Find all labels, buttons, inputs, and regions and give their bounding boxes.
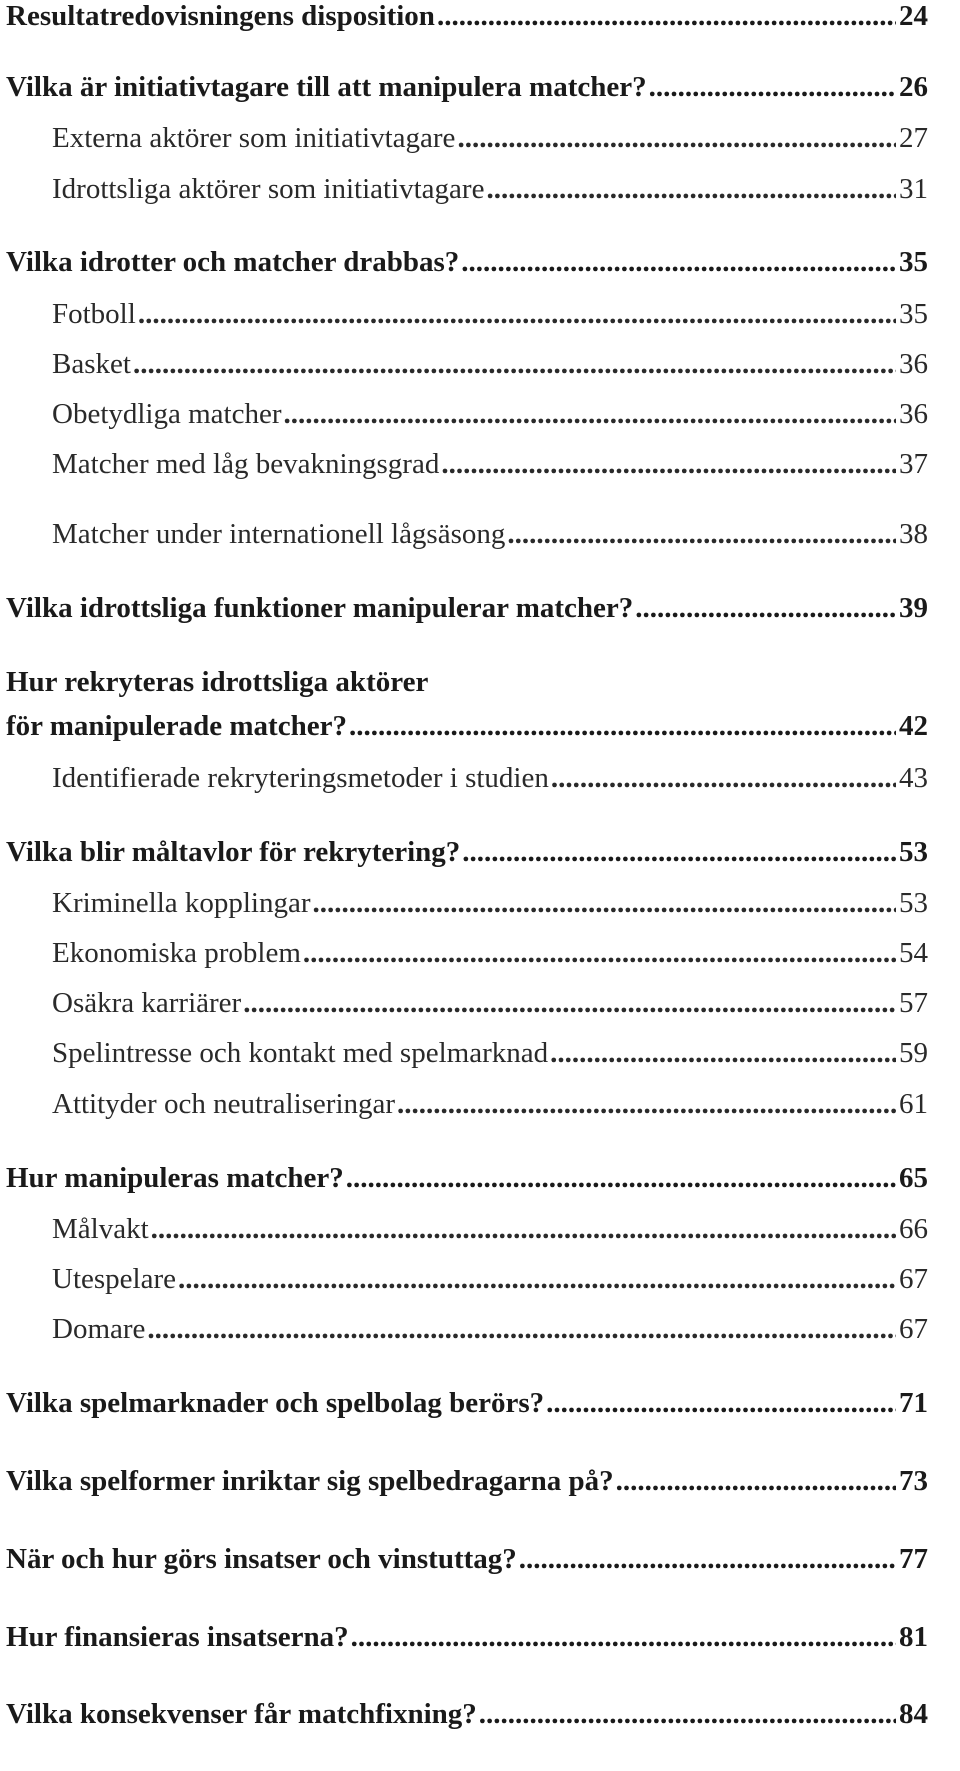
toc-entry-title: Vilka idrotter och matcher drabbas? (6, 246, 460, 278)
toc-subentry[interactable] (6, 450, 928, 479)
toc-subentry[interactable] (6, 1265, 928, 1294)
toc-entry-title: Ekonomiska problem (52, 937, 301, 969)
toc-subentry[interactable] (6, 300, 928, 329)
toc-entry-title: Basket (52, 348, 131, 380)
toc-dot-leader (147, 1315, 896, 1344)
toc-entry-title: Vilka spelmarknader och spelbolag berörs? (6, 1387, 545, 1419)
toc-dot-leader (351, 1623, 896, 1652)
toc-entry-page: 24 (899, 0, 928, 32)
toc-entry[interactable] (6, 1164, 928, 1193)
toc-entry-title-line1: Hur rekryteras idrottsliga aktörer (6, 666, 429, 698)
toc-dot-leader (507, 520, 896, 549)
toc-subentry[interactable] (6, 175, 928, 204)
toc-entry-page: 65 (899, 1162, 928, 1194)
toc-subentry[interactable] (6, 939, 928, 968)
toc-dot-leader (151, 1215, 896, 1244)
toc-dot-leader (313, 889, 896, 918)
toc-entry-page: 59 (899, 1037, 928, 1069)
toc-entry-page: 27 (899, 122, 928, 154)
toc-dot-leader (138, 300, 896, 329)
toc-entry-title: Vilka spelformer inriktar sig spelbedragarna på? (6, 1465, 614, 1497)
toc-entry-page: 54 (899, 937, 928, 969)
toc-entry-title: Resultatredovisningens disposition (6, 0, 435, 32)
toc-dot-leader (519, 1545, 896, 1574)
toc-entry-title: Matcher med låg bevakningsgrad (52, 448, 440, 480)
toc-entry-page: 73 (899, 1465, 928, 1497)
toc-dot-leader (437, 2, 896, 31)
toc-subentry[interactable] (6, 1215, 928, 1244)
toc-subentry[interactable] (6, 764, 928, 793)
toc-entry-title: Kriminella kopplingar (52, 887, 311, 919)
toc-entry-title: Vilka konsekvenser får matchfixning? (6, 1698, 477, 1730)
toc-subentry[interactable] (6, 400, 928, 429)
toc-subentry[interactable] (6, 350, 928, 379)
toc-entry-title: Vilka blir måltavlor för rekrytering? (6, 836, 461, 868)
toc-entry-page: 38 (899, 518, 928, 550)
toc-entry-title: När och hur görs insatser och vinstuttag? (6, 1543, 517, 1575)
toc-dot-leader (349, 712, 896, 741)
toc-entry-page: 81 (899, 1621, 928, 1653)
toc-dot-leader (397, 1090, 896, 1119)
toc-entry-title: Obetydliga matcher (52, 398, 282, 430)
toc-entry[interactable] (6, 838, 928, 867)
toc-dot-leader (346, 1164, 896, 1193)
toc-entry[interactable] (6, 594, 928, 623)
toc-entry[interactable] (6, 248, 928, 277)
toc-entry-page: 35 (899, 246, 928, 278)
toc-entry-title: Fotboll (52, 298, 136, 330)
toc-entry-title: Vilka är initiativtagare till att manipulera matcher? (6, 71, 647, 103)
toc-entry-page: 53 (899, 836, 928, 868)
toc-entry[interactable] (6, 1623, 928, 1652)
toc-entry-page: 57 (899, 987, 928, 1019)
toc-entry-page: 36 (899, 348, 928, 380)
toc-entry-page: 39 (899, 592, 928, 624)
toc-entry[interactable] (6, 712, 928, 741)
toc-dot-leader (546, 1389, 896, 1418)
toc-entry[interactable] (6, 1545, 928, 1574)
toc-entry[interactable] (6, 1389, 928, 1418)
toc-entry[interactable] (6, 2, 928, 31)
toc-entry-title: Idrottsliga aktörer som initiativtagare (52, 173, 485, 205)
toc-entry-title: Vilka idrottsliga funktioner manipulerar matcher? (6, 592, 634, 624)
toc-entry-title: Attityder och neutraliseringar (52, 1088, 396, 1120)
toc-entry-page: 43 (899, 762, 928, 794)
toc-entry-title: Utespelare (52, 1263, 176, 1295)
toc-entry-title: Målvakt (52, 1213, 149, 1245)
toc-entry-title: Domare (52, 1313, 146, 1345)
toc-dot-leader (479, 1700, 896, 1729)
toc-dot-leader (550, 1039, 896, 1068)
toc-entry-page: 35 (899, 298, 928, 330)
toc-entry-page: 67 (899, 1313, 928, 1345)
toc-entry-first-line[interactable] (6, 668, 928, 697)
toc-entry[interactable] (6, 73, 928, 102)
toc-entry-title: Hur finansieras insatserna? (6, 1621, 349, 1653)
toc-subentry[interactable] (6, 124, 928, 153)
toc-dot-leader (486, 175, 896, 204)
toc-entry[interactable] (6, 1700, 928, 1729)
toc-dot-leader (616, 1467, 896, 1496)
toc-subentry[interactable] (6, 1039, 928, 1068)
toc-dot-leader (441, 450, 896, 479)
toc-dot-leader (133, 350, 896, 379)
table-of-contents (6, 0, 928, 1771)
toc-dot-leader (303, 939, 896, 968)
toc-dot-leader (284, 400, 897, 429)
toc-dot-leader (551, 764, 896, 793)
toc-entry-page: 61 (899, 1088, 928, 1120)
toc-entry-page: 42 (899, 710, 928, 742)
toc-entry-title: för manipulerade matcher? (6, 710, 347, 742)
toc-subentry[interactable] (6, 520, 928, 549)
toc-subentry[interactable] (6, 1315, 928, 1344)
toc-entry-page: 66 (899, 1213, 928, 1245)
toc-dot-leader (243, 989, 896, 1018)
toc-entry-title: Osäkra karriärer (52, 987, 242, 1019)
toc-subentry[interactable] (6, 989, 928, 1018)
toc-dot-leader (461, 248, 896, 277)
toc-entry-page: 67 (899, 1263, 928, 1295)
toc-entry-title: Matcher under internationell lågsäsong (52, 518, 506, 550)
toc-dot-leader (178, 1265, 896, 1294)
toc-entry-page: 37 (899, 448, 928, 480)
toc-dot-leader (635, 594, 896, 623)
toc-entry-title: Identifierade rekryteringsmetoder i studien (52, 762, 549, 794)
toc-dot-leader (457, 124, 896, 153)
toc-dot-leader (649, 73, 896, 102)
toc-entry-page: 84 (899, 1698, 928, 1730)
toc-entry-page: 71 (899, 1387, 928, 1419)
toc-entry[interactable] (6, 1467, 928, 1496)
toc-entry-page: 36 (899, 398, 928, 430)
toc-entry-page: 53 (899, 887, 928, 919)
toc-entry-page: 77 (899, 1543, 928, 1575)
toc-entry-title: Hur manipuleras matcher? (6, 1162, 344, 1194)
toc-entry-page: 26 (899, 71, 928, 103)
toc-subentry[interactable] (6, 1090, 928, 1119)
toc-entry-title: Spelintresse och kontakt med spelmarknad (52, 1037, 549, 1069)
toc-subentry[interactable] (6, 889, 928, 918)
toc-entry-title: Externa aktörer som initiativtagare (52, 122, 456, 154)
toc-dot-leader (462, 838, 896, 867)
toc-entry-page: 31 (899, 173, 928, 205)
